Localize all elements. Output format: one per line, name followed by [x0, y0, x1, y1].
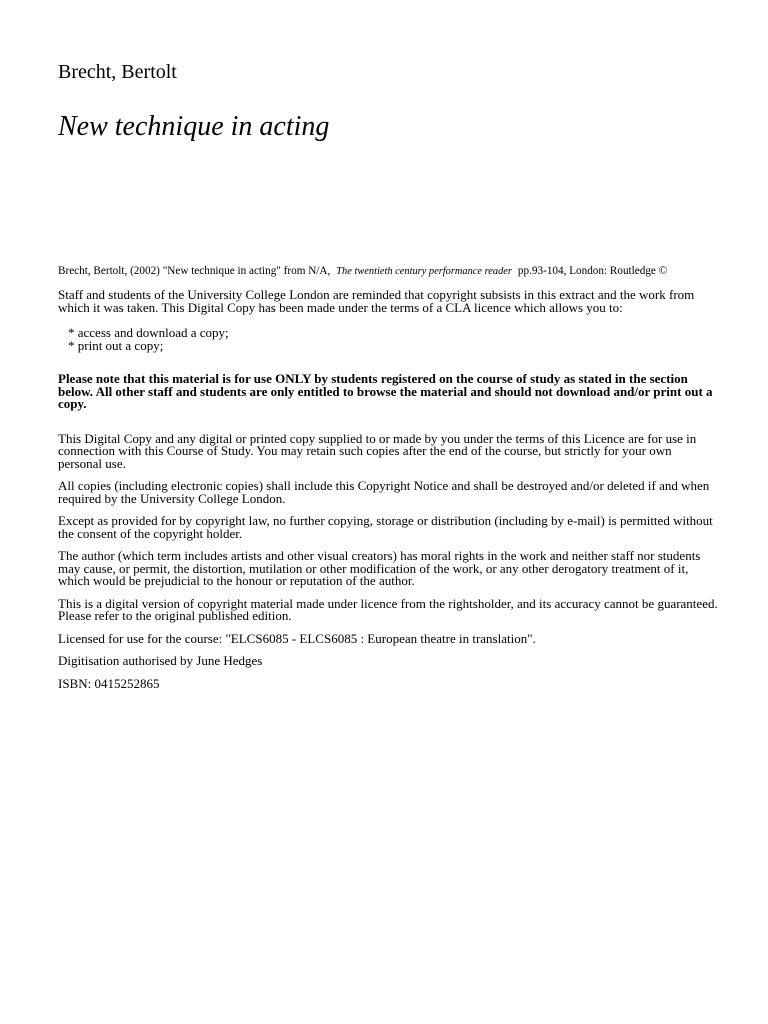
allowed-uses-list — [68, 327, 718, 352]
notice-intro: Staff and students of the University College London are reminded that copyright subsists in this extract and the work from which it was taken. This Digital Copy has been made under the terms of a CLA licence which allows you to: — [58, 287, 695, 315]
citation-line — [58, 264, 667, 279]
document-title: New technique in acting — [58, 111, 330, 142]
bold-warning: Please note that this material is for use ONLY by students registered on the course of study as stated in the section below. All other staff and students are only entitled to browse the material and should not download and/or print out a copy. — [58, 371, 713, 411]
notice-paragraph: Except as provided for by copyright law, no further copying, storage or distribution (including by e-mail) is permitted without the consent of the copyright holder. — [58, 513, 713, 541]
allowed-use-item: * access and download a copy; — [68, 325, 229, 340]
notice-paragraph: The author (which term includes artists and other visual creators) has moral rights in the work and neither staff nor students may cause, or permit, the distortion, mutilation or other modification of the work, or any other derogatory treatment of it, which would be prejudicial to the honour or reputation of the author. — [58, 548, 701, 588]
notice-paragraph: This is a digital version of copyright material made under licence from the rightsholder, and its accuracy cannot be guaranteed. Please refer to the original published edition. — [58, 595, 718, 623]
citation-book-title: The twentieth century performance reader — [336, 266, 512, 277]
course-license: Licensed for use for the course: "ELCS6085 - ELCS6085 : European theatre in translation". — [58, 630, 536, 646]
citation-suffix: pp.93-104, London: Routledge © — [517, 265, 668, 277]
isbn: ISBN: 0415252865 — [58, 675, 160, 691]
author-name: Brecht, Bertolt — [58, 61, 177, 83]
digitisation-credit: Digitisation authorised by June Hedges — [58, 653, 263, 668]
notice-paragraph: This Digital Copy and any digital or printed copy supplied to or made by you under the terms of this Licence are for use in connection with this Course of Study. You may retain such copies after the end of the course, but strictly for your own personal use. — [58, 430, 697, 471]
notice-paragraph: All copies (including electronic copies) shall include this Copyright Notice and shall be destroyed and/or deleted if and when required by the University College London. — [58, 478, 710, 506]
copyright-notice — [58, 289, 718, 700]
allowed-use-item: * print out a copy; — [68, 337, 164, 353]
citation-prefix: Brecht, Bertolt, (2002) "New technique in acting" from N/A, — [58, 265, 331, 277]
